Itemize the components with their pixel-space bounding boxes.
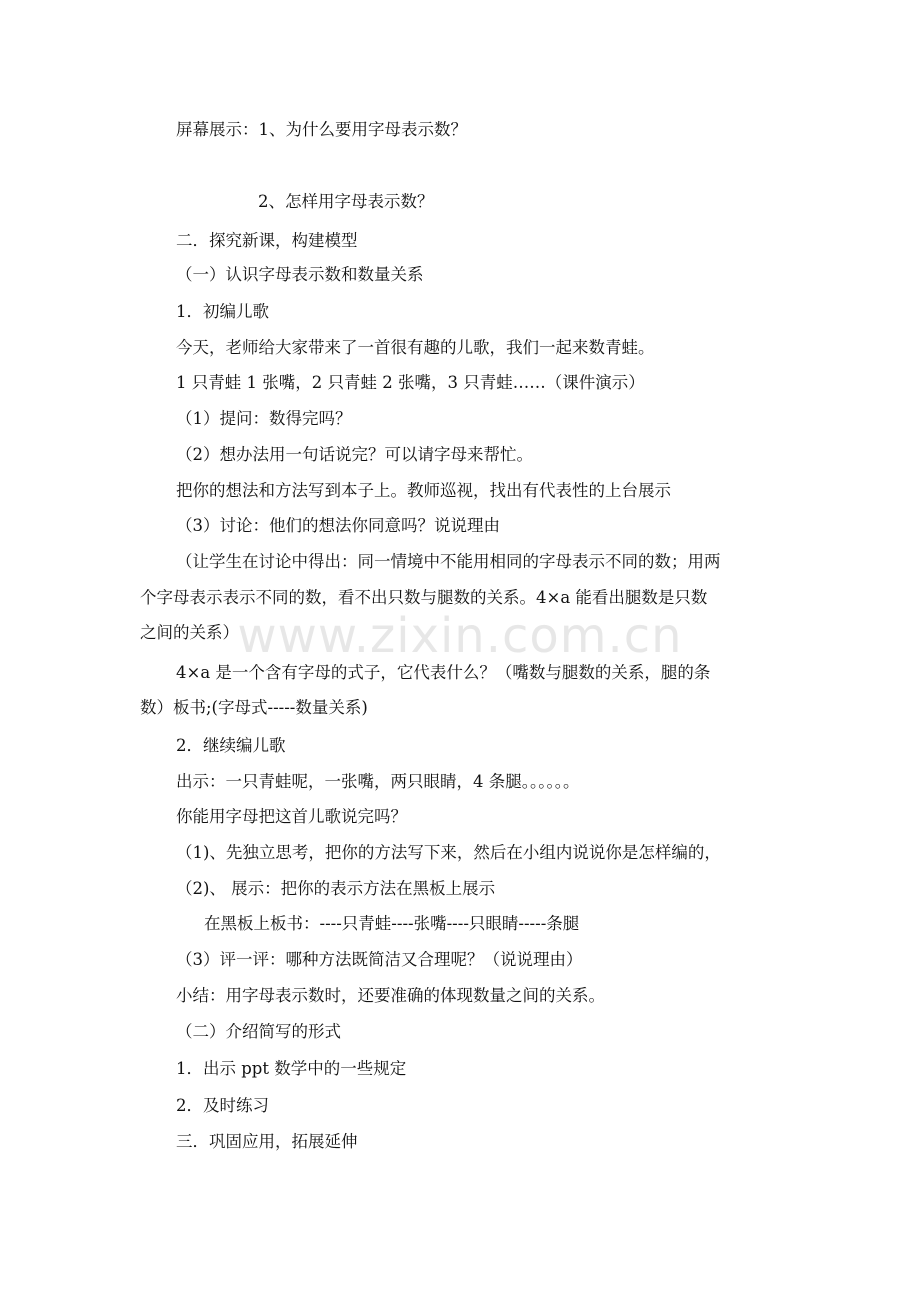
- watermark: www.zixin.com.cn: [237, 608, 683, 664]
- paragraph-line: （2）想办法用一句话说完？可以请字母来帮忙。: [176, 445, 533, 464]
- paragraph-line: 4×a 是一个含有字母的式子，它代表什么？（嘴数与腿数的关系，腿的条: [176, 663, 711, 682]
- screen-display-question-1: 屏幕展示：1、为什么要用字母表示数？: [176, 120, 467, 139]
- section-heading-3: 三．巩固应用，拓展延伸: [176, 1132, 358, 1151]
- screen-display-question-2: 2、怎样用字母表示数？: [258, 192, 434, 211]
- paragraph-line: 个字母表示表示不同的数，看不出只数与腿数的关系。4×a 能看出腿数是只数: [140, 588, 708, 607]
- item-heading-2b: 2．及时练习: [176, 1096, 269, 1115]
- item-heading-1: 1．初编儿歌: [176, 302, 269, 321]
- paragraph-line: （3）评一评：哪种方法既简洁又合理呢？（说说理由）: [176, 950, 583, 969]
- paragraph-line: （1)、先独立思考，把你的方法写下来，然后在小组内说说你是怎样编的，: [176, 843, 721, 862]
- paragraph-line: 小结：用字母表示数时，还要准确的体现数量之间的关系。: [176, 986, 605, 1005]
- paragraph-line: 之间的关系）: [140, 623, 239, 642]
- item-heading-2: 2．继续编儿歌: [176, 736, 286, 755]
- paragraph-line: （让学生在讨论中得出：同一情境中不能用相同的字母表示不同的数；用两: [176, 552, 721, 571]
- paragraph-line: 把你的想法和方法写到本子上。教师巡视，找出有代表性的上台展示: [176, 481, 671, 500]
- paragraph-line: 数）板书;(字母式-----数量关系): [140, 698, 368, 717]
- subsection-heading-1: （一）认识字母表示数和数量关系: [176, 265, 424, 284]
- subsection-heading-2: （二）介绍简写的形式: [176, 1022, 341, 1041]
- section-heading-2: 二．探究新课，构建模型: [176, 231, 358, 250]
- paragraph-line: 1 只青蛙 1 张嘴，2 只青蛙 2 张嘴，3 只青蛙……（课件演示）: [176, 373, 645, 392]
- item-heading-1b: 1．出示 ppt 数学中的一些规定: [176, 1059, 407, 1078]
- paragraph-line: 你能用字母把这首儿歌说完吗？: [176, 807, 407, 826]
- paragraph-line: （1）提问：数得完吗？: [176, 409, 352, 428]
- paragraph-line: 出示：一只青蛙呢，一张嘴，两只眼睛，4 条腿。。。。。。: [176, 772, 580, 791]
- paragraph-line: （3）讨论：他们的想法你同意吗？说说理由: [176, 516, 500, 535]
- paragraph-line: 在黑板上板书：----只青蛙----张嘴----只眼睛-----条腿: [204, 914, 580, 933]
- paragraph-line: （2)、 展示：把你的表示方法在黑板上展示: [176, 879, 496, 898]
- paragraph-line: 今天，老师给大家带来了一首很有趣的儿歌，我们一起来数青蛙。: [176, 338, 655, 357]
